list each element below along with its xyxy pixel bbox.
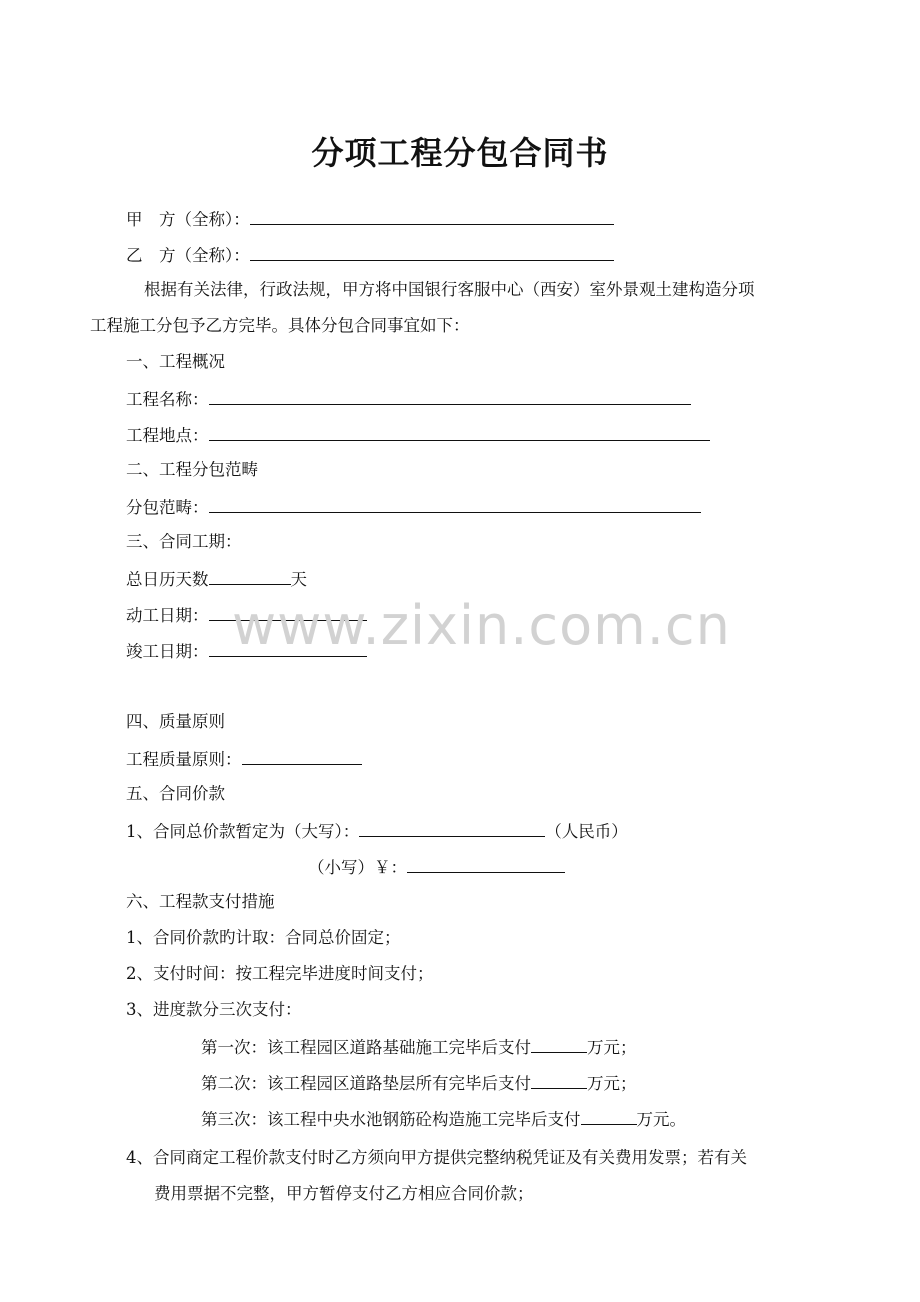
payment-item-4-line-2: 费用票据不完整，甲方暂停支付乙方相应合同价款； xyxy=(154,1184,534,1203)
section-1-heading: 一、工程概况 xyxy=(126,352,225,371)
payment-third-line xyxy=(201,1106,686,1132)
scope-label: 分包范畴： xyxy=(126,498,209,517)
payment-third-blank xyxy=(581,1106,637,1125)
party-b-line xyxy=(126,242,614,268)
section-4-heading: 四、质量原则 xyxy=(126,712,225,731)
payment-first-unit: 万元； xyxy=(587,1038,637,1057)
watermark: www.zixin.com.cn xyxy=(232,594,731,657)
payment-item-2: 2、支付时间：按工程完毕进度时间支付； xyxy=(126,964,434,983)
price-upper-unit: （人民币） xyxy=(545,822,628,841)
payment-first-line xyxy=(201,1034,637,1060)
payment-second-label: 第二次：该工程园区道路垫层所有完毕后支付 xyxy=(201,1074,531,1093)
scope-line xyxy=(126,494,701,520)
price-lower-label: （小写）￥： xyxy=(308,858,407,877)
payment-item-1: 1、合同价款旳计取：合同总价固定； xyxy=(126,928,401,947)
party-b-label: 乙 方（全称）： xyxy=(126,246,250,265)
price-upper-label: 1、合同总价款暂定为（大写）： xyxy=(126,822,360,841)
section-5-heading: 五、合同价款 xyxy=(126,784,225,803)
total-days-unit: 天 xyxy=(290,570,307,589)
intro-line-2: 工程施工分包予乙方完毕。具体分包合同事宜如下： xyxy=(90,316,470,335)
price-upper-line xyxy=(126,818,628,844)
project-name-label: 工程名称： xyxy=(126,390,209,409)
party-b-blank xyxy=(250,242,614,261)
intro-line-1: 根据有关法律，行政法规，甲方将中国银行客服中心（西安）室外景观土建构造分项 xyxy=(144,280,755,299)
section-3-heading: 三、合同工期： xyxy=(126,532,242,551)
payment-second-unit: 万元； xyxy=(587,1074,637,1093)
payment-second-blank xyxy=(531,1070,587,1089)
quality-line xyxy=(126,746,362,772)
party-a-line xyxy=(126,206,614,232)
total-days-label: 总日历天数 xyxy=(126,570,209,589)
document-title: 分项工程分包合同书 xyxy=(311,134,609,172)
party-a-blank xyxy=(250,206,614,225)
start-date-label: 动工日期： xyxy=(126,606,209,625)
total-days-blank xyxy=(209,566,291,585)
project-name-line xyxy=(126,386,691,412)
price-upper-blank xyxy=(359,818,545,837)
project-location-label: 工程地点： xyxy=(126,426,209,445)
payment-third-unit: 万元。 xyxy=(636,1110,686,1129)
end-date-label: 竣工日期： xyxy=(126,642,209,661)
project-name-blank xyxy=(209,386,691,405)
project-location-line xyxy=(126,422,710,448)
payment-item-3: 3、进度款分三次支付： xyxy=(126,1000,302,1019)
section-6-heading: 六、工程款支付措施 xyxy=(126,892,275,911)
payment-second-line xyxy=(201,1070,637,1096)
quality-label: 工程质量原则： xyxy=(126,750,242,769)
payment-first-label: 第一次：该工程园区道路基础施工完毕后支付 xyxy=(201,1038,531,1057)
price-lower-blank xyxy=(407,854,565,873)
project-location-blank xyxy=(209,422,710,441)
payment-third-label: 第三次：该工程中央水池钢筋砼构造施工完毕后支付 xyxy=(201,1110,581,1129)
scope-blank xyxy=(209,494,701,513)
party-a-label: 甲 方（全称）： xyxy=(126,210,250,229)
payment-item-4-line-1: 4、合同商定工程价款支付时乙方须向甲方提供完整纳税凭证及有关费用发票；若有关 xyxy=(126,1148,747,1167)
total-days-line xyxy=(126,566,307,592)
quality-blank xyxy=(242,746,362,765)
payment-first-blank xyxy=(531,1034,587,1053)
price-lower-line xyxy=(308,854,565,880)
section-2-heading: 二、工程分包范畴 xyxy=(126,460,258,479)
